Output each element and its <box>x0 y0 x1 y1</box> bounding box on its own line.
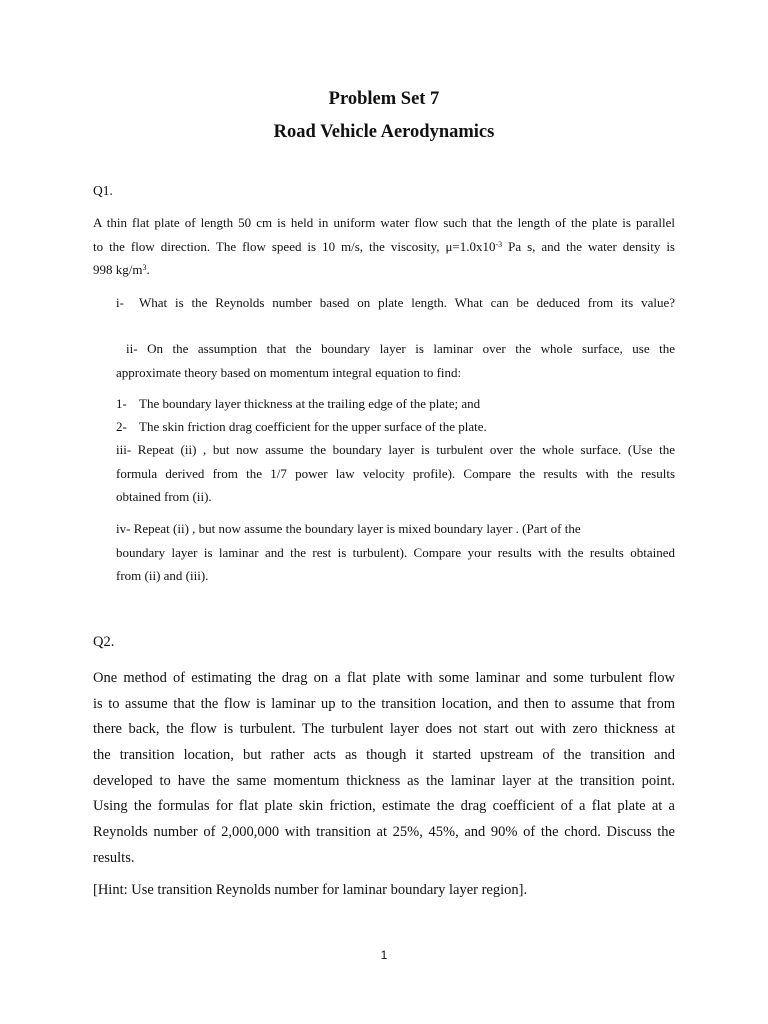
part-iii-line-2: formula derived from the 1/7 power law velocity profile). Compare the results with the results <box>116 465 675 481</box>
part-iv-line-2: boundary layer is laminar and the rest is turbulent). Compare your results with the results obtained <box>116 544 675 560</box>
page-number: 1 <box>380 948 388 962</box>
subitem-1-marker: 1- <box>116 396 127 411</box>
part-ii-line-2: approximate theory based on momentum integral equation to find: <box>116 364 462 380</box>
subitem-1-text: The boundary layer thickness at the trailing edge of the plate; and <box>139 396 481 411</box>
part-ii <box>116 337 675 384</box>
q1-intro-line-1: A thin flat plate of length 50 cm is held in uniform water flow such that the length of the plate is parallel <box>93 215 675 230</box>
subitem-2-text: The skin friction drag coefficient for the upper surface of the plate. <box>139 419 487 434</box>
page-title: Problem Set 7 <box>328 89 440 109</box>
q2-line-6: Using the formulas for flat plate skin friction, estimate the drag coefficient of a flat plate at a <box>93 798 675 815</box>
q1-intro <box>93 211 675 282</box>
q2-line-5: developed to have the same momentum thickness as the laminar layer at the transition point. <box>93 772 675 789</box>
q2-line-4: the transition location, but rather acts as though it started upstream of the transition and <box>93 747 675 764</box>
q2-line-7: Reynolds number of 2,000,000 with transition at 25%, 45%, and 90% of the chord. Discuss the <box>93 824 675 841</box>
part-iii-line-1: iii- Repeat (ii) , but now assume the boundary layer is turbulent over the whole surface. (Use the <box>116 442 675 457</box>
q1-intro-line-2: to the flow direction. The flow speed is 10 m/s, the viscosity, $\mu=1.0x10^{-3}$ Pa s, and the water density is <box>93 238 675 254</box>
part-iii <box>116 438 675 509</box>
q2-line-8: results. <box>93 849 135 866</box>
part-iii-line-3: obtained from (ii). <box>116 489 212 504</box>
q2-line-3: there back, the flow is turbulent. The turbulent layer does not start out with zero thickness at <box>93 721 675 738</box>
part-ii-line-1: ii- On the assumption that the boundary layer is laminar over the whole surface, use the <box>126 341 675 356</box>
q2-paragraph <box>93 666 675 872</box>
subitem-2-marker: 2- <box>116 419 127 434</box>
q2-label: Q2. <box>93 634 115 650</box>
part-i-marker: i- <box>116 295 124 310</box>
q2-hint: [Hint: Use transition Reynolds number for laminar boundary layer region]. <box>93 882 528 898</box>
q2-line-1: One method of estimating the drag on a flat plate with some laminar and some turbulent flow <box>93 670 675 686</box>
part-iv-line-3: from (ii) and (iii). <box>116 568 209 583</box>
part-iv-line-1: iv- Repeat (ii) , but now assume the boundary layer is mixed boundary layer . (Part of the <box>116 521 581 536</box>
q1-label: Q1. <box>93 183 113 198</box>
q1-intro-line-3: 998 $kg/m^3$. <box>93 262 150 277</box>
part-i-text: What is the Reynolds number based on plate length. What can be deduced from its value? <box>139 295 675 310</box>
q2-line-2: is to assume that the flow is laminar up to the transition location, and then to assume that from <box>93 695 675 712</box>
page-subtitle: Road Vehicle Aerodynamics <box>273 122 495 142</box>
part-iv <box>116 517 675 588</box>
